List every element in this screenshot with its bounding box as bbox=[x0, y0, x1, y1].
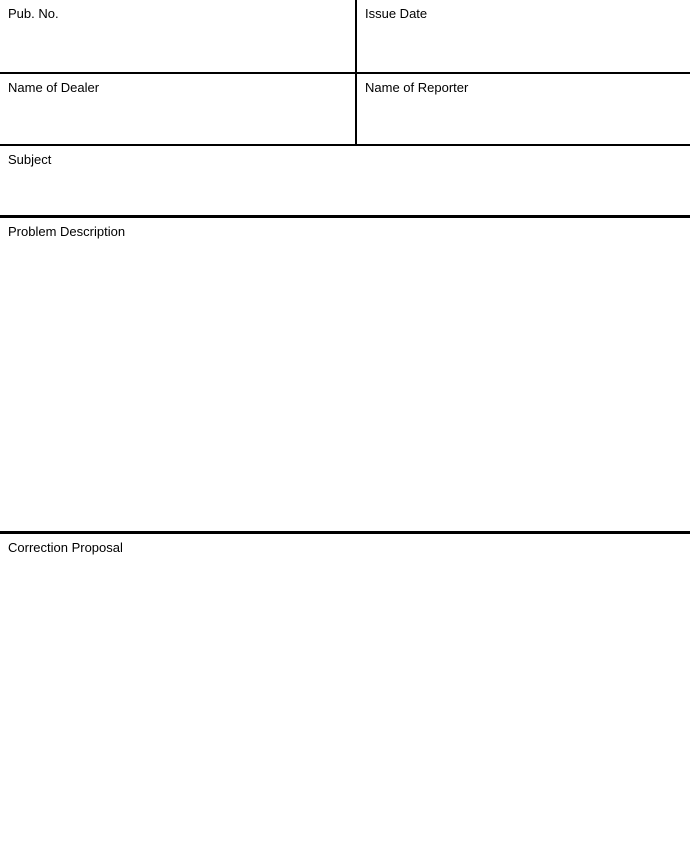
column-divider bbox=[355, 0, 357, 146]
pub-no-label: Pub. No. bbox=[8, 6, 59, 21]
row-divider-1 bbox=[0, 72, 690, 74]
problem-description-label: Problem Description bbox=[8, 224, 126, 239]
pub-no-field[interactable] bbox=[0, 0, 355, 72]
row-divider-4 bbox=[0, 531, 690, 534]
issue-date-label: Issue Date bbox=[365, 6, 428, 21]
subject-label: Subject bbox=[8, 152, 52, 167]
subject-field[interactable] bbox=[0, 146, 690, 215]
row-divider-3 bbox=[0, 215, 690, 218]
correction-proposal-field[interactable] bbox=[0, 534, 690, 854]
row-divider-2 bbox=[0, 144, 690, 146]
dealer-name-label: Name of Dealer bbox=[8, 80, 100, 95]
issue-date-field[interactable] bbox=[357, 0, 690, 72]
reporter-name-field[interactable] bbox=[357, 74, 690, 144]
correction-proposal-label: Correction Proposal bbox=[8, 540, 123, 555]
reporter-name-label: Name of Reporter bbox=[365, 80, 469, 95]
dealer-name-field[interactable] bbox=[0, 74, 355, 144]
problem-description-field[interactable] bbox=[0, 218, 690, 531]
